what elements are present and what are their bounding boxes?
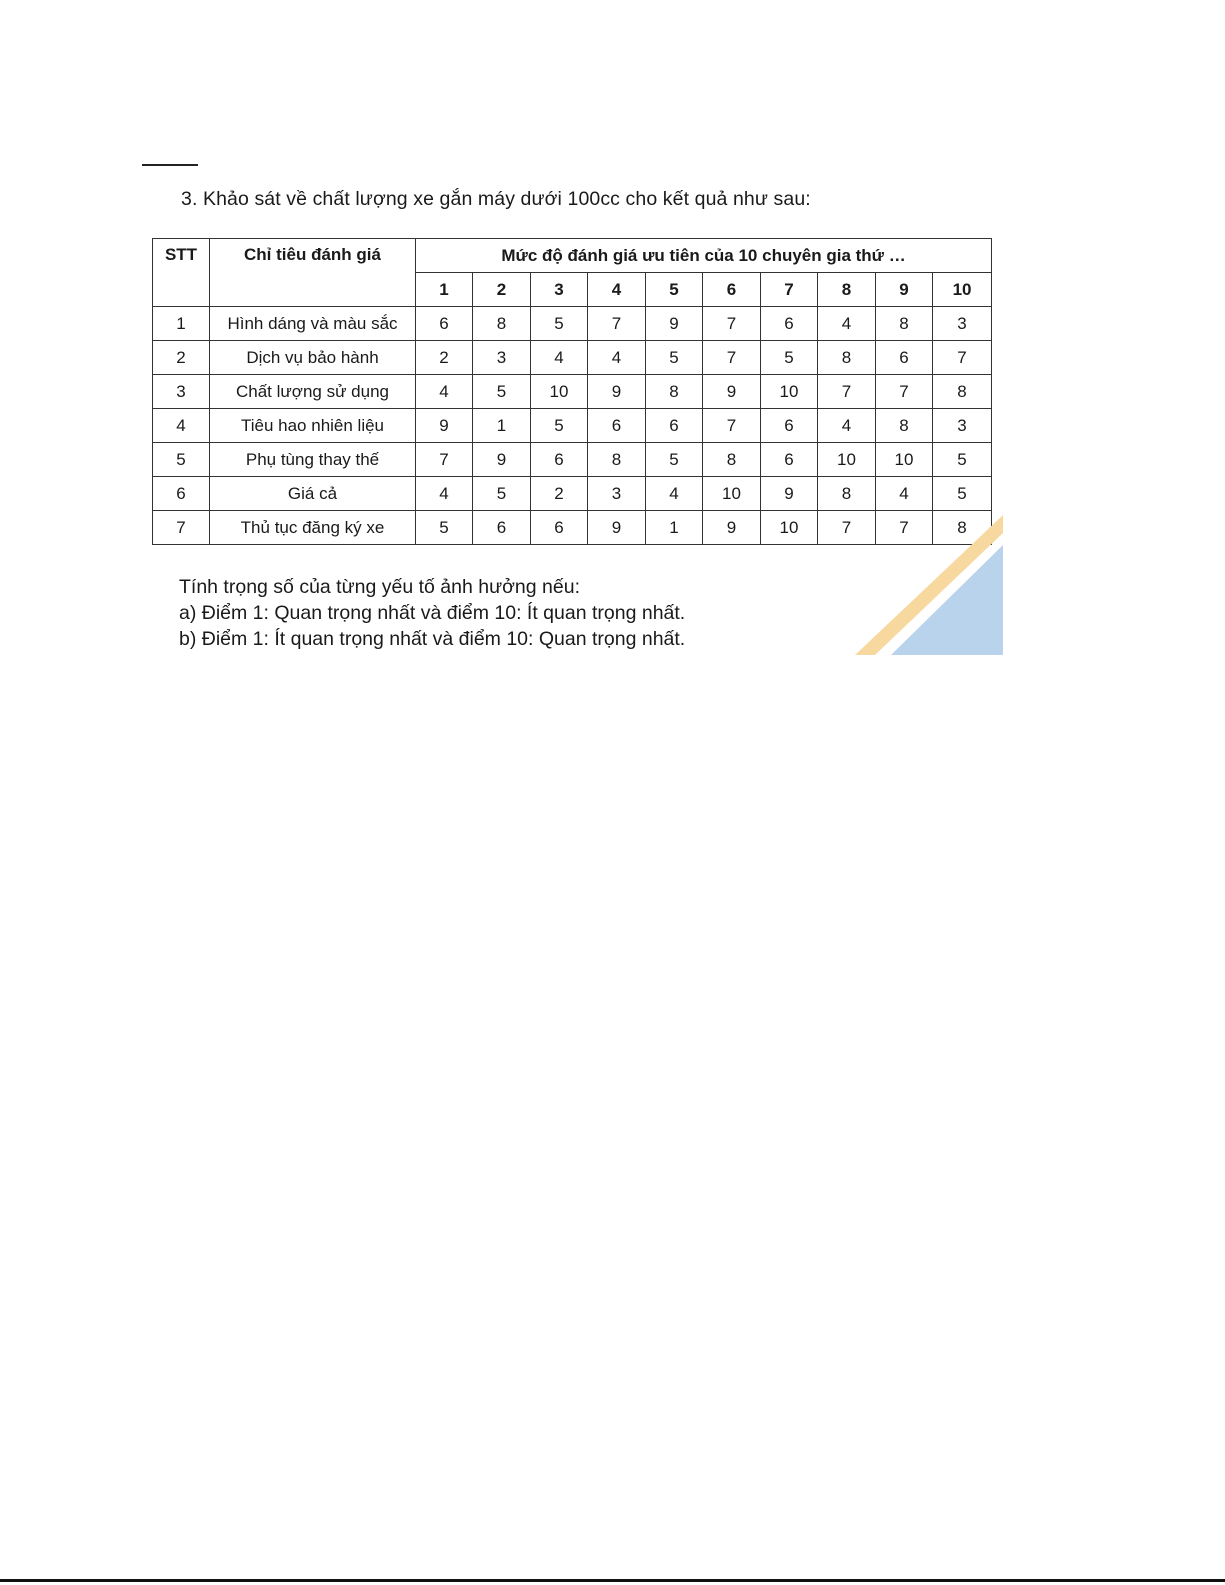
decor-blue-shape	[891, 545, 1003, 655]
expert-number-header: 9	[876, 273, 933, 307]
score-cell: 6	[416, 307, 473, 341]
score-cell: 8	[818, 477, 876, 511]
score-cell: 4	[588, 341, 646, 375]
expert-number-header: 2	[473, 273, 531, 307]
expert-number-header: 5	[646, 273, 703, 307]
criterion-cell: Tiêu hao nhiên liệu	[210, 409, 416, 443]
score-cell: 8	[876, 307, 933, 341]
table-row	[153, 375, 992, 409]
score-cell: 3	[588, 477, 646, 511]
score-cell: 7	[703, 409, 761, 443]
score-cell: 6	[473, 511, 531, 545]
stt-header: STT	[153, 239, 210, 307]
stt-cell: 1	[153, 307, 210, 341]
expert-number-header: 1	[416, 273, 473, 307]
score-cell: 10	[761, 375, 818, 409]
score-cell: 9	[588, 375, 646, 409]
score-cell: 2	[531, 477, 588, 511]
expert-number-header: 7	[761, 273, 818, 307]
score-cell: 5	[531, 409, 588, 443]
table-row	[153, 443, 992, 477]
score-cell: 9	[761, 477, 818, 511]
score-cell: 4	[818, 307, 876, 341]
note-b: b) Điểm 1: Ít quan trọng nhất và điểm 10: Quan trọng nhất.	[179, 628, 686, 650]
table-row	[153, 477, 992, 511]
score-cell: 3	[933, 409, 992, 443]
criterion-cell: Chất lượng sử dụng	[210, 375, 416, 409]
criterion-cell: Hình dáng và màu sắc	[210, 307, 416, 341]
criterion-cell: Thủ tục đăng ký xe	[210, 511, 416, 545]
score-cell: 5	[473, 477, 531, 511]
criteria-header: Chỉ tiêu đánh giá	[210, 239, 416, 307]
score-cell: 4	[416, 375, 473, 409]
score-cell: 8	[588, 443, 646, 477]
experts-group-header: Mức độ đánh giá ưu tiên của 10 chuyên gia thứ …	[416, 239, 992, 273]
score-cell: 7	[876, 375, 933, 409]
score-cell: 7	[703, 341, 761, 375]
expert-number-header: 4	[588, 273, 646, 307]
stt-cell: 4	[153, 409, 210, 443]
score-cell: 8	[933, 511, 992, 545]
score-cell: 6	[761, 307, 818, 341]
score-cell: 8	[876, 409, 933, 443]
score-cell: 6	[531, 511, 588, 545]
table-row	[153, 341, 992, 375]
score-cell: 5	[646, 341, 703, 375]
score-cell: 6	[646, 409, 703, 443]
score-cell: 2	[416, 341, 473, 375]
score-cell: 7	[876, 511, 933, 545]
score-cell: 4	[416, 477, 473, 511]
score-cell: 7	[703, 307, 761, 341]
score-cell: 8	[473, 307, 531, 341]
table-row	[153, 409, 992, 443]
score-cell: 4	[531, 341, 588, 375]
notes-intro: Tính trọng số của từng yếu tố ảnh hưởng nếu:	[179, 576, 580, 598]
score-cell: 5	[933, 443, 992, 477]
score-cell: 6	[761, 409, 818, 443]
score-cell: 5	[646, 443, 703, 477]
score-cell: 7	[588, 307, 646, 341]
problem-heading: 3. Khảo sát về chất lượng xe gắn máy dưới 100cc cho kết quả như sau:	[181, 188, 811, 210]
score-cell: 4	[818, 409, 876, 443]
score-cell: 5	[473, 375, 531, 409]
score-cell: 5	[531, 307, 588, 341]
score-cell: 4	[646, 477, 703, 511]
score-cell: 5	[933, 477, 992, 511]
score-cell: 3	[473, 341, 531, 375]
expert-number-header: 8	[818, 273, 876, 307]
table-body	[153, 307, 992, 545]
criterion-cell: Giá cả	[210, 477, 416, 511]
score-cell: 9	[703, 511, 761, 545]
score-cell: 6	[588, 409, 646, 443]
score-cell: 10	[876, 443, 933, 477]
note-a: a) Điểm 1: Quan trọng nhất và điểm 10: Ít quan trọng nhất.	[179, 602, 686, 624]
bottom-rule	[0, 1579, 1225, 1582]
table-header-row	[153, 239, 992, 273]
score-cell: 1	[646, 511, 703, 545]
stt-cell: 3	[153, 375, 210, 409]
criterion-cell: Dịch vụ bảo hành	[210, 341, 416, 375]
score-cell: 7	[416, 443, 473, 477]
expert-number-header: 10	[933, 273, 992, 307]
stt-cell: 6	[153, 477, 210, 511]
table-row	[153, 307, 992, 341]
score-cell: 5	[416, 511, 473, 545]
score-cell: 8	[933, 375, 992, 409]
score-cell: 5	[761, 341, 818, 375]
score-cell: 10	[703, 477, 761, 511]
stt-cell: 2	[153, 341, 210, 375]
score-cell: 6	[761, 443, 818, 477]
score-cell: 3	[933, 307, 992, 341]
expert-number-header: 3	[531, 273, 588, 307]
score-cell: 8	[646, 375, 703, 409]
score-cell: 10	[761, 511, 818, 545]
score-cell: 7	[818, 375, 876, 409]
score-cell: 9	[473, 443, 531, 477]
score-cell: 6	[531, 443, 588, 477]
score-cell: 10	[531, 375, 588, 409]
score-cell: 1	[473, 409, 531, 443]
score-cell: 9	[588, 511, 646, 545]
score-cell: 6	[876, 341, 933, 375]
score-cell: 9	[416, 409, 473, 443]
stt-cell: 7	[153, 511, 210, 545]
score-cell: 7	[818, 511, 876, 545]
score-cell: 7	[933, 341, 992, 375]
score-cell: 10	[818, 443, 876, 477]
score-cell: 8	[818, 341, 876, 375]
score-cell: 9	[703, 375, 761, 409]
notes-block	[179, 574, 685, 652]
criterion-cell: Phụ tùng thay thế	[210, 443, 416, 477]
score-cell: 8	[703, 443, 761, 477]
expert-number-header: 6	[703, 273, 761, 307]
stt-cell: 5	[153, 443, 210, 477]
score-cell: 9	[646, 307, 703, 341]
top-rule	[142, 164, 198, 166]
corner-decoration	[855, 515, 1003, 655]
survey-table	[152, 238, 992, 545]
score-cell: 4	[876, 477, 933, 511]
